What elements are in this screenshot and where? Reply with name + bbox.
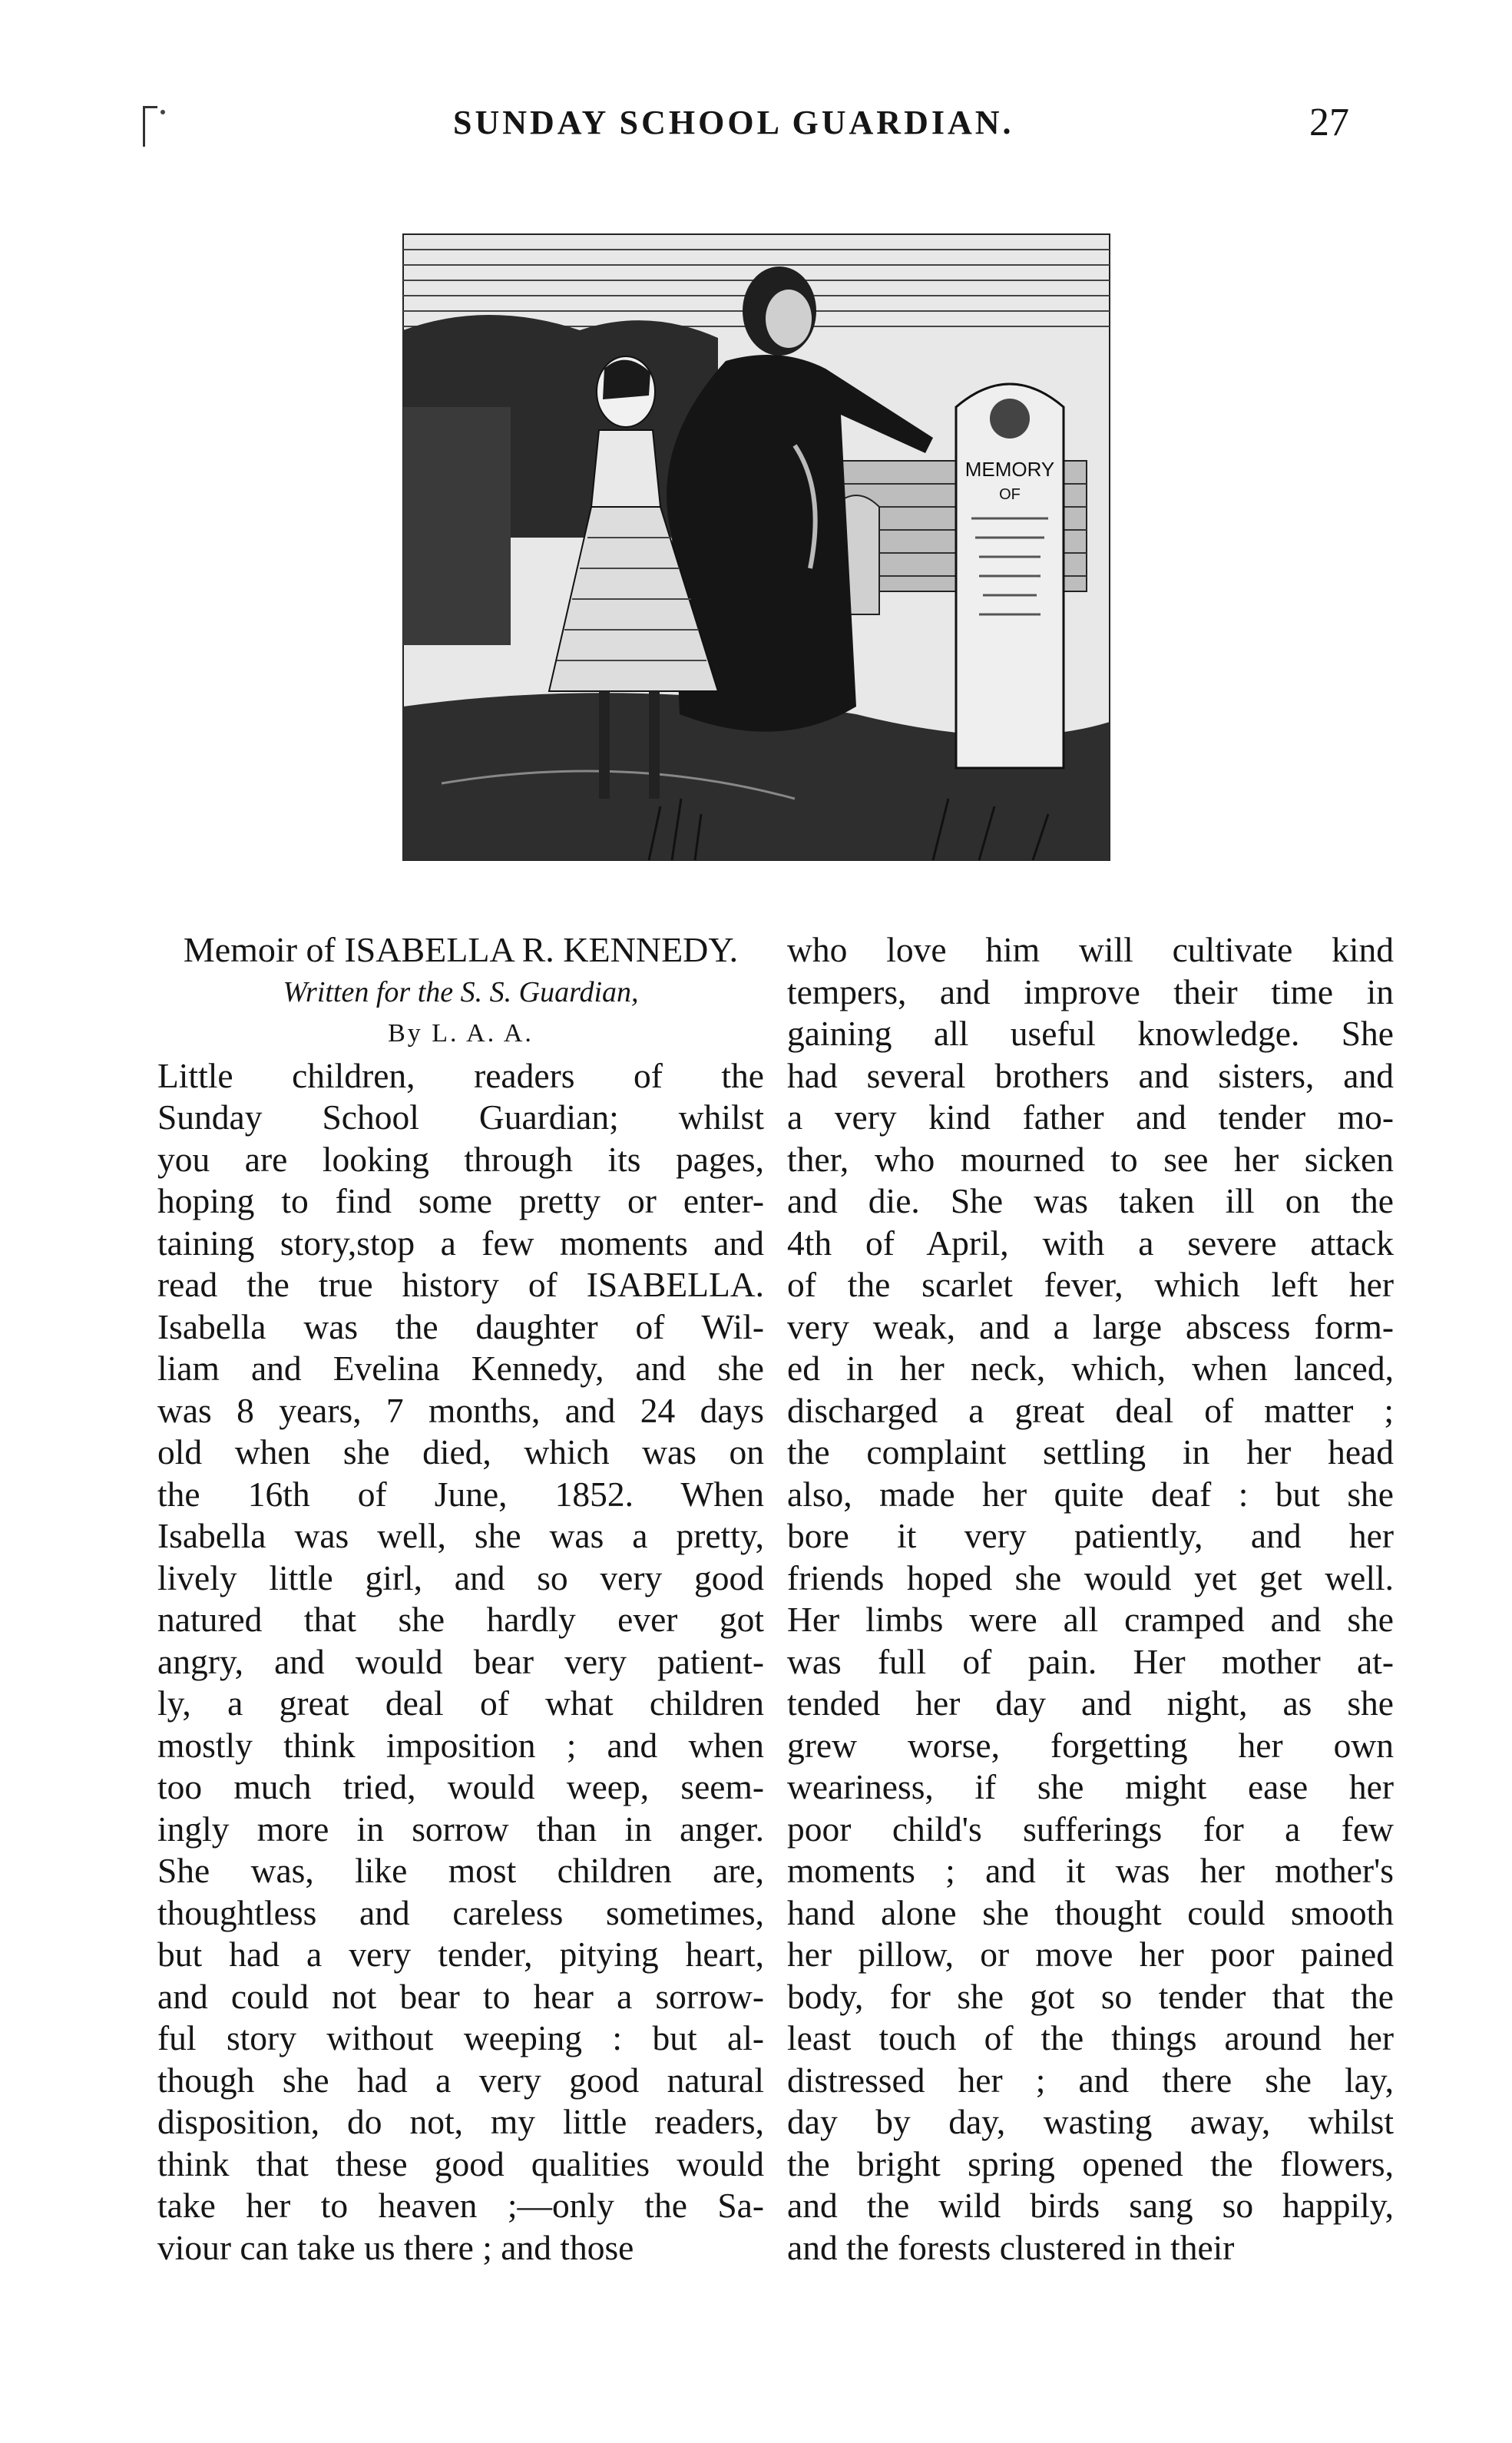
text-line: day by day, wasting away, whilst [787,2102,1394,2141]
text-line: who love him will cultivate kind [787,930,1394,969]
text-line: was full of pain. Her mother at- [787,1641,1394,1681]
text-line: think that these good qualities would [157,2143,764,2183]
text-line: natured that she hardly ever got [157,1600,764,1639]
text-line: least touch of the things around her [787,2018,1394,2057]
article-title: Memoir of ISABELLA R. KENNEDY. [183,930,739,969]
text-line: disposition, do not, my little readers, [157,2102,764,2141]
text-line: angry, and would bear very patient- [157,1641,764,1681]
article-byline: By L. A. A. [388,1019,534,1048]
text-line: Isabella was the daughter of Wil- [157,1306,764,1346]
text-line: liam and Evelina Kennedy, and she [157,1349,764,1388]
text-line: body, for she got so tender that the [787,1976,1394,2016]
text-line: a very kind father and tender mo- [787,1097,1394,1137]
text-line: distressed her ; and there she lay, [787,2060,1394,2100]
tombstone-line-2: OF [999,486,1021,503]
text-line: weariness, if she might ease her [787,1767,1394,1806]
text-line: ingly more in sorrow than in anger. [157,1809,764,1849]
text-line: was 8 years, 7 months, and 24 days [157,1390,764,1430]
text-line: thoughtless and careless sometimes, [157,1892,764,1932]
text-line: though she had a very good natural [157,2060,764,2100]
text-line: ther, who mourned to see her sicken [787,1139,1394,1179]
engraving-illustration [395,215,1117,876]
running-header [0,100,1512,146]
text-line: discharged a great deal of matter ; [787,1390,1394,1430]
tombstone-line-1: MEMORY [964,458,1055,481]
right-column [787,929,1394,2269]
text-line: taining story,stop a few moments and [157,1223,764,1263]
text-line: the bright spring opened the flowers, [787,2143,1394,2183]
text-line: hand alone she thought could smooth [787,1892,1394,1932]
text-line: too much tried, would weep, seem- [157,1767,764,1806]
left-column [157,929,764,2269]
text-line: and die. She was taken ill on the [787,1181,1394,1220]
text-line: ly, a great deal of what children [157,1683,764,1723]
text-line: and the wild birds sang so happily, [787,2186,1394,2225]
text-line: but had a very tender, pitying heart, [157,1935,764,1974]
text-line: Her limbs were all cramped and she [787,1600,1394,1639]
text-line: also, made her quite deaf : but she [787,1474,1394,1514]
text-line: She was, like most children are, [157,1851,764,1890]
text-line: hoping to find some pretty or enter- [157,1181,764,1220]
text-line: 4th of April, with a severe attack [787,1223,1394,1263]
text-line: had several brothers and sisters, and [787,1055,1394,1095]
text-line: of the scarlet fever, which left her [787,1265,1394,1304]
text-line: ful story without weeping : but al- [157,2018,764,2057]
text-line: ed in her neck, which, when lanced, [787,1349,1394,1388]
text-line: read the true history of ISABELLA. [157,1265,764,1304]
text-line: gaining all useful knowledge. She [787,1014,1394,1053]
right-body-text [787,929,1394,2269]
text-line: old when she died, which was on [157,1432,764,1471]
text-line: her pillow, or move her poor pained [787,1935,1394,1974]
text-line: viour can take us there ; and those [157,2227,634,2267]
text-line: Isabella was well, she was a pretty, [157,1516,764,1555]
text-line: tempers, and improve their time in [787,972,1394,1011]
text-line: Sunday School Guardian; whilst [157,1097,764,1137]
text-line: Little children, readers of the [157,1055,764,1095]
text-line: poor child's sufferings for a few [787,1809,1394,1849]
text-line: the complaint settling in her head [787,1432,1394,1471]
text-line: and could not bear to hear a sorrow- [157,1976,764,2016]
page-number: 27 [1309,101,1349,144]
text-line: lively little girl, and so very good [157,1557,764,1597]
text-line: moments ; and it was her mother's [787,1851,1394,1890]
running-title: SUNDAY SCHOOL GUARDIAN. [453,104,1014,141]
text-line: you are looking through its pages, [157,1139,764,1179]
text-line: friends hoped she would yet get well. [787,1557,1394,1597]
text-line: tended her day and night, as she [787,1683,1394,1723]
text-line: mostly think imposition ; and when [157,1725,764,1765]
text-line: take her to heaven ;—only the Sa- [157,2186,764,2225]
text-line: bore it very patiently, and her [787,1516,1394,1555]
text-line: grew worse, forgetting her own [787,1725,1394,1765]
text-line: very weak, and a large abscess form- [787,1306,1394,1346]
article-subtitle: Written for the S. S. Guardian, [283,975,639,1008]
left-body-text [157,1055,764,2269]
churchyard-engraving [395,215,1117,876]
text-line: the 16th of June, 1852. When [157,1474,764,1514]
text-line: and the forests clustered in their [787,2227,1235,2267]
